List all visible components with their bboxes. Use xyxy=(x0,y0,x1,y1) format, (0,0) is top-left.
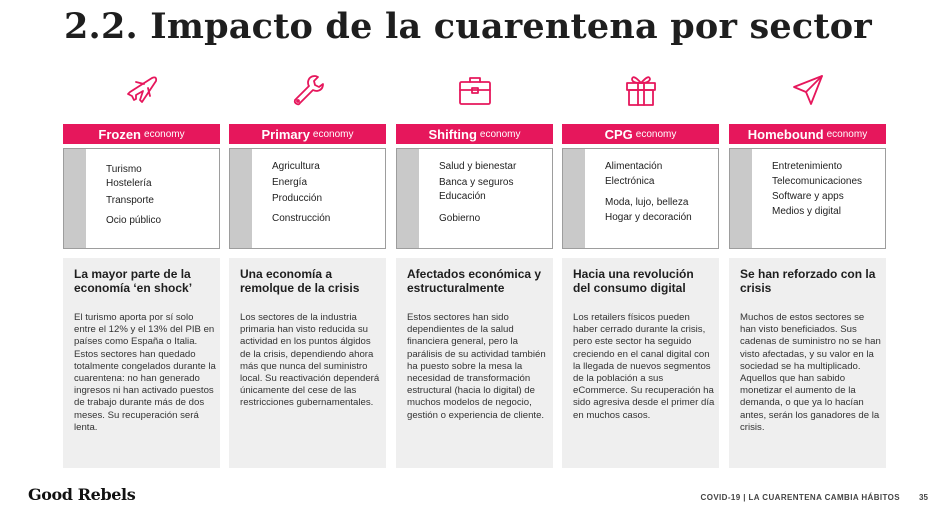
sector-column-cpg xyxy=(562,64,719,421)
box-side-bar xyxy=(563,149,585,248)
sector-item: Transporte xyxy=(106,195,154,206)
sector-suffix: economy xyxy=(826,128,868,140)
sector-item: Salud y bienestar xyxy=(439,161,517,172)
sector-items-list xyxy=(772,161,862,217)
sector-body: Estos sectores han sido dependientes de la salud financiera general, pero la parálisis de su actividad también ha puesto sobre la mesa la necesidad de transformación estructural (hacia lo digital) de muchos modelos de negocio, gestión o experiencia de cliente. xyxy=(407,312,546,421)
sector-item: Educación xyxy=(439,191,486,202)
sector-heading: Hacia una revolución del consumo digital xyxy=(573,267,694,295)
sector-name: Shifting xyxy=(428,126,477,142)
sector-column-shifting xyxy=(396,64,553,421)
sector-heading: Afectados económica y estructuralmente xyxy=(407,267,542,295)
sector-description-panel xyxy=(562,258,719,468)
sector-items-list xyxy=(605,161,692,223)
sector-name: Frozen xyxy=(98,126,142,142)
gift-icon xyxy=(562,64,719,116)
sector-items-list xyxy=(439,161,516,224)
sector-item: Hogar y decoración xyxy=(605,212,692,223)
sector-items-box xyxy=(63,148,220,249)
sector-item: Gobierno xyxy=(439,213,481,224)
sector-suffix: economy xyxy=(479,128,521,140)
sector-suffix: economy xyxy=(144,128,185,140)
sector-items-list xyxy=(106,161,161,226)
sector-item: Construcción xyxy=(272,213,331,224)
sector-column-frozen xyxy=(63,64,220,433)
sector-item: Electrónica xyxy=(605,176,655,187)
sector-description-panel xyxy=(396,258,553,468)
sector-description-panel xyxy=(63,258,220,468)
sector-items-box xyxy=(396,148,553,249)
sector-item: Ocio público xyxy=(106,215,162,226)
sector-items-list xyxy=(272,161,330,224)
airplane-icon xyxy=(63,64,220,116)
wrench-icon xyxy=(229,64,386,116)
sector-item: Alimentación xyxy=(605,161,663,172)
footer-caption: COVID-19 | LA CUARENTENA CAMBIA HÁBITOS xyxy=(700,493,900,502)
sector-heading: Una economía a remolque de la crisis xyxy=(240,267,360,295)
sector-item: Hostelería xyxy=(106,178,152,189)
sector-item: Energía xyxy=(272,177,308,188)
box-side-bar xyxy=(64,149,86,248)
sector-item: Producción xyxy=(272,193,323,204)
sector-items-box xyxy=(729,148,886,249)
sector-header xyxy=(63,124,220,144)
sector-header xyxy=(229,124,386,144)
sector-header xyxy=(729,124,886,144)
sector-item: Telecomunicaciones xyxy=(772,176,863,187)
sector-suffix: economy xyxy=(312,128,354,140)
page-title: 2.2. Impacto de la cuarentena por sector xyxy=(64,6,872,47)
sector-header xyxy=(396,124,553,144)
sector-name: Homebound xyxy=(747,126,824,142)
sector-item: Entretenimiento xyxy=(772,161,843,172)
sector-column-homebound xyxy=(729,64,886,433)
sector-column-primary xyxy=(229,64,386,409)
sector-heading: Se han reforzado con la crisis xyxy=(740,267,876,295)
sector-body: Los retailers físicos pueden haber cerrado durante la crisis, pero este sector ha seguido creciendo en el canal digital con la llegada de nuevos segmentos de la población a sus eCommerce. Su recuperación ha sido agresiva desde el primer día en muchos casos. xyxy=(573,312,715,421)
box-side-bar xyxy=(730,149,752,248)
box-side-bar xyxy=(230,149,252,248)
brand-logo: Good Rebels xyxy=(28,485,136,504)
sector-name: Primary xyxy=(261,126,310,142)
sector-items-box xyxy=(562,148,719,249)
sector-body: El turismo aporta por sí solo entre el 12% y el 13% del PIB en países como España o Italia. Estos sectores han quedado totalmente congelados durante la cuarentena: no han generado ingresos ni han activado puestos de trabajo durante más de dos meses. Su recuperación será lenta. xyxy=(74,312,216,433)
sector-item: Moda, lujo, belleza xyxy=(605,197,689,208)
sector-suffix: economy xyxy=(635,128,677,140)
sector-items-box xyxy=(229,148,386,249)
sector-item: Software y apps xyxy=(772,191,844,202)
sector-heading: La mayor parte de la economía ‘en shock’ xyxy=(74,267,193,295)
sector-header xyxy=(562,124,719,144)
send-icon xyxy=(729,64,886,116)
sector-item: Medios y digital xyxy=(772,206,841,217)
sector-item: Banca y seguros xyxy=(439,177,514,188)
sector-name: CPG xyxy=(604,126,633,142)
page-number: 35 xyxy=(919,493,928,502)
box-side-bar xyxy=(397,149,419,248)
sector-body: Los sectores de la industria primaria han visto reducida su actividad en los puntos álgidos de la crisis, dependiendo ahora más que nunca del suministro local. Su reactivación dependerá únicamente del cese de las restricciones gubernamentales. xyxy=(240,312,380,409)
sector-item: Agricultura xyxy=(272,161,320,172)
sector-description-panel xyxy=(229,258,386,468)
sector-description-panel xyxy=(729,258,886,468)
sector-item: Turismo xyxy=(106,164,142,175)
briefcase-icon xyxy=(396,64,553,116)
sector-body: Muchos de estos sectores se han visto beneficiados. Sus cadenas de suministro no se han visto afectadas, y su valor en la sociedad se ha multiplicado. Aquellos que han sabido monetizar el aumento de la demanda, o que ya lo hacían antes, serán los ganadores de la crisis. xyxy=(740,312,881,433)
